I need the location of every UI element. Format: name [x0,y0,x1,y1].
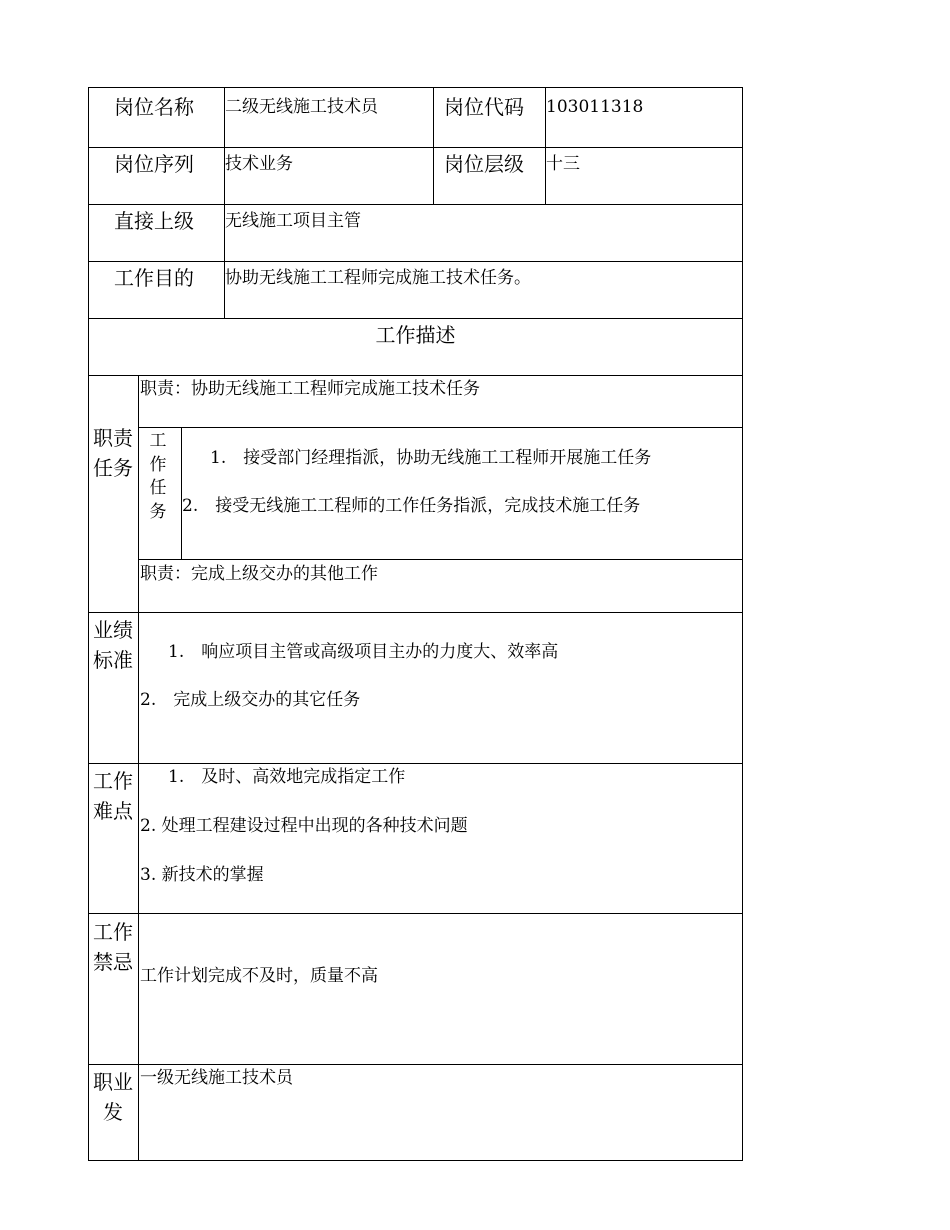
career-label: 职业发 [93,1070,133,1124]
job-description-table [88,87,743,1162]
difficulty-item-3: 3. 新技术的掌握 [140,865,264,885]
row-divider [139,559,743,560]
row-divider [88,612,743,613]
purpose-value: 协助无线施工工程师完成施工技术任务。 [225,268,531,288]
tasks-label: 工作任务 [149,431,167,522]
position-name-label: 岗位名称 [114,95,194,119]
position-name-value: 二级无线施工技术员 [225,97,378,117]
row-divider [139,427,743,428]
section-title: 工作描述 [375,323,456,347]
level-label: 岗位层级 [444,152,524,176]
performance-label: 业绩标准 [93,618,133,672]
task-1: 1. 接受部门经理指派，协助无线施工工程师开展施工任务 [210,448,652,468]
row-divider [88,913,743,914]
row-divider [88,261,743,262]
difficulty-item-1: 1. 及时、高效地完成指定工作 [168,767,406,787]
row-divider [88,318,743,319]
column-divider [138,375,139,1161]
taboo-item-1: 工作计划完成不及时，质量不高 [140,966,378,986]
difficulty-item-2: 2. 处理工程建设过程中出现的各种技术问题 [140,816,468,836]
purpose-label: 工作目的 [114,266,194,290]
superior-value: 无线施工项目主管 [225,211,361,231]
position-code-value: 103011318 [546,97,644,117]
column-divider [181,427,182,559]
sequence-value: 技术业务 [225,154,293,174]
row-divider [88,147,743,148]
duty-1: 职责：协助无线施工工程师完成施工技术任务 [140,379,480,399]
table-border-right [742,87,743,1161]
superior-label: 直接上级 [114,209,194,233]
position-code-label: 岗位代码 [444,95,524,119]
column-divider [433,87,434,204]
table-border-top [88,87,743,88]
row-divider [88,763,743,764]
career-item-1: 一级无线施工技术员 [140,1068,293,1088]
task-2: 2. 接受无线施工工程师的工作任务指派，完成技术施工任务 [182,496,641,516]
row-divider [88,204,743,205]
level-value: 十三 [546,154,580,174]
performance-item-1: 1. 响应项目主管或高级项目主办的力度大、效率高 [168,642,559,662]
duty-2: 职责：完成上级交办的其他工作 [140,564,378,584]
row-divider [88,1064,743,1065]
difficulties-label: 工作难点 [93,769,133,823]
row-divider [88,375,743,376]
table-border-bottom [88,1160,743,1161]
sequence-label: 岗位序列 [114,152,194,176]
table-border-left [88,87,89,1161]
taboos-label: 工作禁忌 [93,920,133,974]
performance-item-2: 2. 完成上级交办的其它任务 [140,690,361,710]
duty-label: 职责任务 [93,426,133,480]
